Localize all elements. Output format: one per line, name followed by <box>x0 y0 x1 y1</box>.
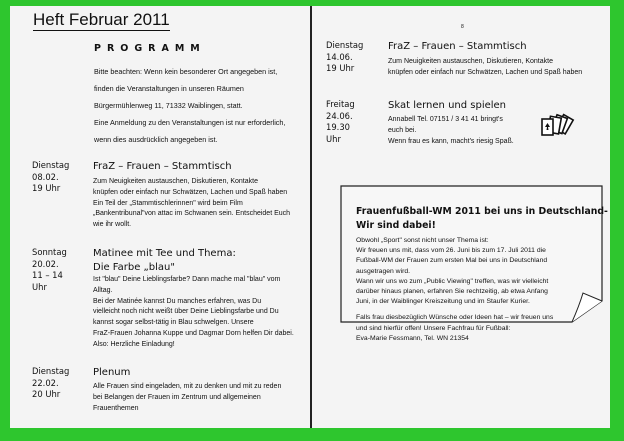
event-description <box>93 382 281 414</box>
page-divider <box>310 6 312 428</box>
event-subtitle: Die Farbe „blau" <box>93 262 175 273</box>
text-line: ausgetragen wird. <box>356 267 411 275</box>
text-line: Fußball-WM der Frauen zum ersten Mal bei uns in Deutschland <box>356 257 548 265</box>
event-title: Skat lernen und spielen <box>388 100 507 111</box>
event-description <box>388 115 514 147</box>
text-line: Juni, in der Waiblinger Kreiszeitung und im Staufer Kurier. <box>356 298 530 306</box>
text-line: Ist "blau" Deine Lieblingsfarbe? Dann mache mal "blau" vom <box>93 276 281 283</box>
text-line: Zum Neuigkeiten austauschen, Diskutieren, Kontakte <box>388 58 553 65</box>
event-time: 19.30 Uhr <box>326 122 350 144</box>
text-line: Zum Neuigkeiten austauschen, Diskutieren, Kontakte <box>93 178 258 185</box>
note-body <box>356 236 553 344</box>
event-day-date: 22.02. <box>32 377 59 388</box>
text-line: „Bankentribunal"von attac im Schwanen sein. Entscheidet Euch <box>93 210 291 218</box>
intro-line: Bitte beachten: Wenn kein besonderer Ort angegeben ist, <box>94 67 278 76</box>
text-line: Bei der Matinée kannst Du manches erfahren, was Du <box>93 297 262 305</box>
text-line: Frauenthemen <box>93 404 139 412</box>
event-date <box>32 247 67 293</box>
event-description <box>93 275 294 351</box>
event-day: Freitag <box>326 99 355 109</box>
event-date <box>32 366 69 401</box>
event-title: Plenum <box>93 367 131 378</box>
event-date <box>326 40 363 75</box>
text-line: darüber hinaus planen, erfahren Sie rechtzeitig, ab etwa Anfang <box>356 288 548 296</box>
event-day: Dienstag <box>326 40 364 50</box>
program-heading: PROGRAMM <box>94 43 206 54</box>
event-day: Dienstag <box>32 366 70 376</box>
text-line: Alltag. <box>93 286 113 294</box>
event-day: Dienstag <box>32 160 70 170</box>
event-title: FraZ – Frauen – Stammtisch <box>93 161 232 172</box>
text-line: Obwohl „Sport" sonst nicht unser Thema ist: <box>356 237 489 244</box>
intro-line: Eine Anmeldung zu den Veranstaltungen ist nur erforderlich, <box>94 118 286 127</box>
event-day-date: 24.06. <box>326 110 353 121</box>
intro-line: finden die Veranstaltungen in unseren Räumen <box>94 84 244 93</box>
text-line: und sind hierfür offen! Unsere Fachfrau für Fußball: <box>356 324 511 332</box>
text-line: knüpfen oder einfach nur Schwätzen, Lachen und Spaß haben <box>93 188 288 196</box>
intro-line: Bürgermühlenweg 11, 71332 Waiblingen, statt. <box>94 101 243 110</box>
event-time: 19 Uhr <box>326 63 355 73</box>
text-line: Also: Herzliche Einladung! <box>93 340 175 348</box>
event-day-date: 20.02. <box>32 258 59 269</box>
text-line: Wenn frau es kann, macht's riesig Spaß. <box>388 137 514 145</box>
text-line: bei Belangen der Frauen im Zentrum und allgemeinen <box>93 393 261 401</box>
event-title: FraZ – Frauen – Stammtisch <box>388 41 527 52</box>
note-title-line: Wir sind dabei! <box>356 220 436 231</box>
event-day-date: 14.06. <box>326 51 353 62</box>
text-line: euch bei. <box>388 126 417 134</box>
intro-note <box>94 63 304 148</box>
text-line: Annabell Tel. 07151 / 3 41 41 bringt's <box>388 116 503 123</box>
event-date <box>32 160 69 195</box>
text-line: Alle Frauen sind eingeladen, mit zu denken und mit zu reden <box>93 383 282 390</box>
event-time: 20 Uhr <box>32 389 61 399</box>
text-line: FraZ-Frauen Johanna Kuppe und Dagmar Dorn helfen Dir dabei. <box>93 329 294 337</box>
event-time: 11 – 14 Uhr <box>32 270 63 292</box>
text-line: Eva-Marie Fessmann, Tel. WN 21354 <box>356 334 469 342</box>
event-title: Matinee mit Tee und Thema: <box>93 248 236 259</box>
playing-cards-icon <box>539 112 579 145</box>
text-line: knüpfen oder einfach nur Schwätzen, Lachen und Spaß haben <box>388 68 583 76</box>
text-line: Wann wir uns wo zum „Public Viewing" treffen, was wir vielleicht <box>356 277 549 285</box>
event-day: Sonntag <box>32 247 67 257</box>
text-line: Ein Teil der „Stammtischlerinnen" wird beim Film <box>93 199 243 207</box>
intro-line: wenn dies ausdrücklich angegeben ist. <box>94 135 218 144</box>
text-line: Wir freuen uns mit, dass vom 26. Juni bis zum 17. Juli 2011 die <box>356 247 546 255</box>
event-description <box>388 57 582 79</box>
text-line: Falls frau diesbezüglich Wünsche oder Ideen hat – wir freuen uns <box>356 314 554 322</box>
event-day-date: 08.02. <box>32 171 59 182</box>
note-title <box>356 205 608 233</box>
event-description <box>93 177 290 231</box>
page-number: 8 <box>461 24 464 30</box>
text-line: kannst sogar selbst-tätig in Blau schwelgen. Unsere <box>93 319 254 327</box>
text-line: vielleicht noch nicht weißt über Deine Lieblingsfarbe und Du <box>93 308 279 316</box>
text-line: wie ihr wollt. <box>93 221 132 229</box>
event-time: 19 Uhr <box>32 183 61 193</box>
note-title-line: Frauenfußball-WM 2011 bei uns in Deutschland- <box>356 206 608 217</box>
issue-title: Heft Februar 2011 <box>33 10 170 29</box>
event-date <box>326 99 355 145</box>
womens-world-cup-note <box>340 185 608 342</box>
